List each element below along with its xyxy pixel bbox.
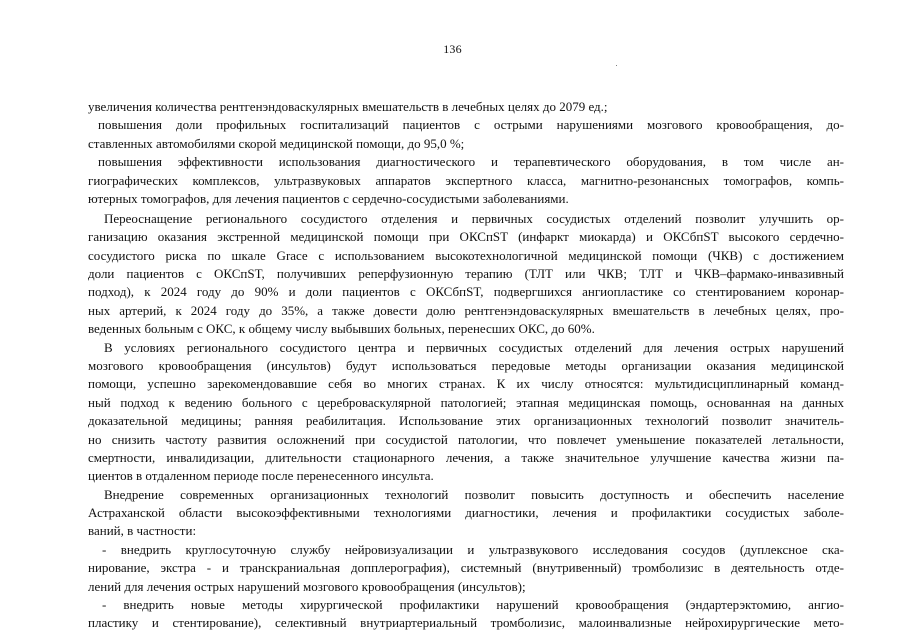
text-line: доказательной медицины; ранняя реабилитация. Использование этих организационных технологий позволит значитель- (88, 413, 844, 429)
text-line: Переоснащение регионального сосудистого отделения и первичных сосудистых отделений позволит улучшить ор- (104, 210, 844, 226)
text-line: ставленных автомобилями скорой медицинской помощи, до 95,0 %; (88, 135, 465, 151)
text-line: Астраханской области высокоэффективными технологиями диагностики, лечения и профилактики сосудистых заболе- (88, 505, 844, 521)
text-line: ютерных томографов, для лечения пациентов с сердечно-сосудистыми заболеваниями. (88, 190, 569, 206)
text-line: сосудистого риска по шкале Grace с использованием высокотехнологичной медицинской помощи (ЧКВ) с достижением (88, 247, 844, 263)
text-line: Внедрение современных организационных технологий позволит повысить доступность и обеспечить население (104, 486, 844, 502)
text-line: пластику и стентирование), селективный внутриартериальный тромболизис, малоинвализные нейрохирургические мето- (88, 615, 844, 631)
text-line: повышения доли профильных госпитализаций пациентов с острыми нарушениями мозгового кровообращения, до- (98, 117, 844, 133)
text-line: - внедрить новые методы хирургической профилактики нарушений кровообращения (эндартерэктомию, ангио- (102, 597, 844, 613)
text-line: ных артерий, к 2024 году до 35%, а также довести долю рентгенэндоваскулярных вмешательств в лечебных целях, про- (88, 302, 844, 318)
text-line: - внедрить круглосуточную службу нейровизуализации и ультразвукового исследования сосудов (дуплексное ска- (102, 541, 844, 557)
text-line: В условиях регионального сосудистого центра и первичных сосудистых отделений для лечения острых нарушений (104, 339, 844, 355)
page-number: 136 (443, 42, 462, 56)
text-line: доли пациентов с ОКСпST, получивших реперфузионную терапию (ТЛТ или ЧКВ; ТЛТ и ЧКВ–фармако-инвазивный (88, 266, 844, 282)
text-line: циентов в отдаленном периоде после перенесенного инсульта. (88, 468, 434, 484)
text-line: ваний, в частности: (88, 523, 197, 539)
text-line: ный подход к ведению больного с цереброваскулярной патологией; этапная медицинская помощь, основанная на данных (88, 394, 844, 410)
text-line: смертности, инвалидизации, длительности стационарного лечения, а также значительное улучшение качества жизни па- (88, 449, 844, 465)
text-line: повышения эффективности использования диагностического и терапевтического оборудования, в том числе ан- (98, 154, 844, 170)
text-line: подход), к 2024 году до 90% и доли пациентов с ОКСбпST, подвергшихся ангиопластике со стентированием коронар- (88, 284, 844, 300)
text-line: увеличения количества рентгенэндоваскулярных вмешательств в лечебных целях до 2079 ед.; (88, 99, 608, 114)
text-line: веденных больным с ОКС, к общему числу выбывших больных, перенесших ОКС, до 60%. (88, 321, 595, 337)
document-body (88, 98, 844, 633)
text-line: но снизить частоту развития осложнений при сосудистой патологии, что повлечет уменьшение показателей летальности, (88, 431, 844, 447)
text-line: мозгового кровообращения (инсультов) будут использоваться передовые методы организации оказания медицинской (88, 357, 844, 373)
text-line: нирование, экстра - и транскраниальная допплерография), системный (внутривенный) тромболизис в деятельность отде- (88, 560, 844, 576)
text-line: лений для лечения острых нарушений мозгового кровообращения (инсультов); (88, 578, 526, 594)
text-line: помощи, успешно зарекомендовавшие себя во многих странах. К их числу относятся: мультидисциплинарный команд- (88, 376, 844, 392)
text-line: гиографических комплексов, ультразвуковых аппаратов экспертного класса, магнитно-резонансных томографов, компь- (88, 172, 844, 188)
scan-speck (616, 65, 617, 66)
text-line: ганизацию оказания экстренной медицинской помощи при ОКСпST (инфаркт миокарда) и ОКСбпST высокого сердечно- (88, 229, 844, 245)
